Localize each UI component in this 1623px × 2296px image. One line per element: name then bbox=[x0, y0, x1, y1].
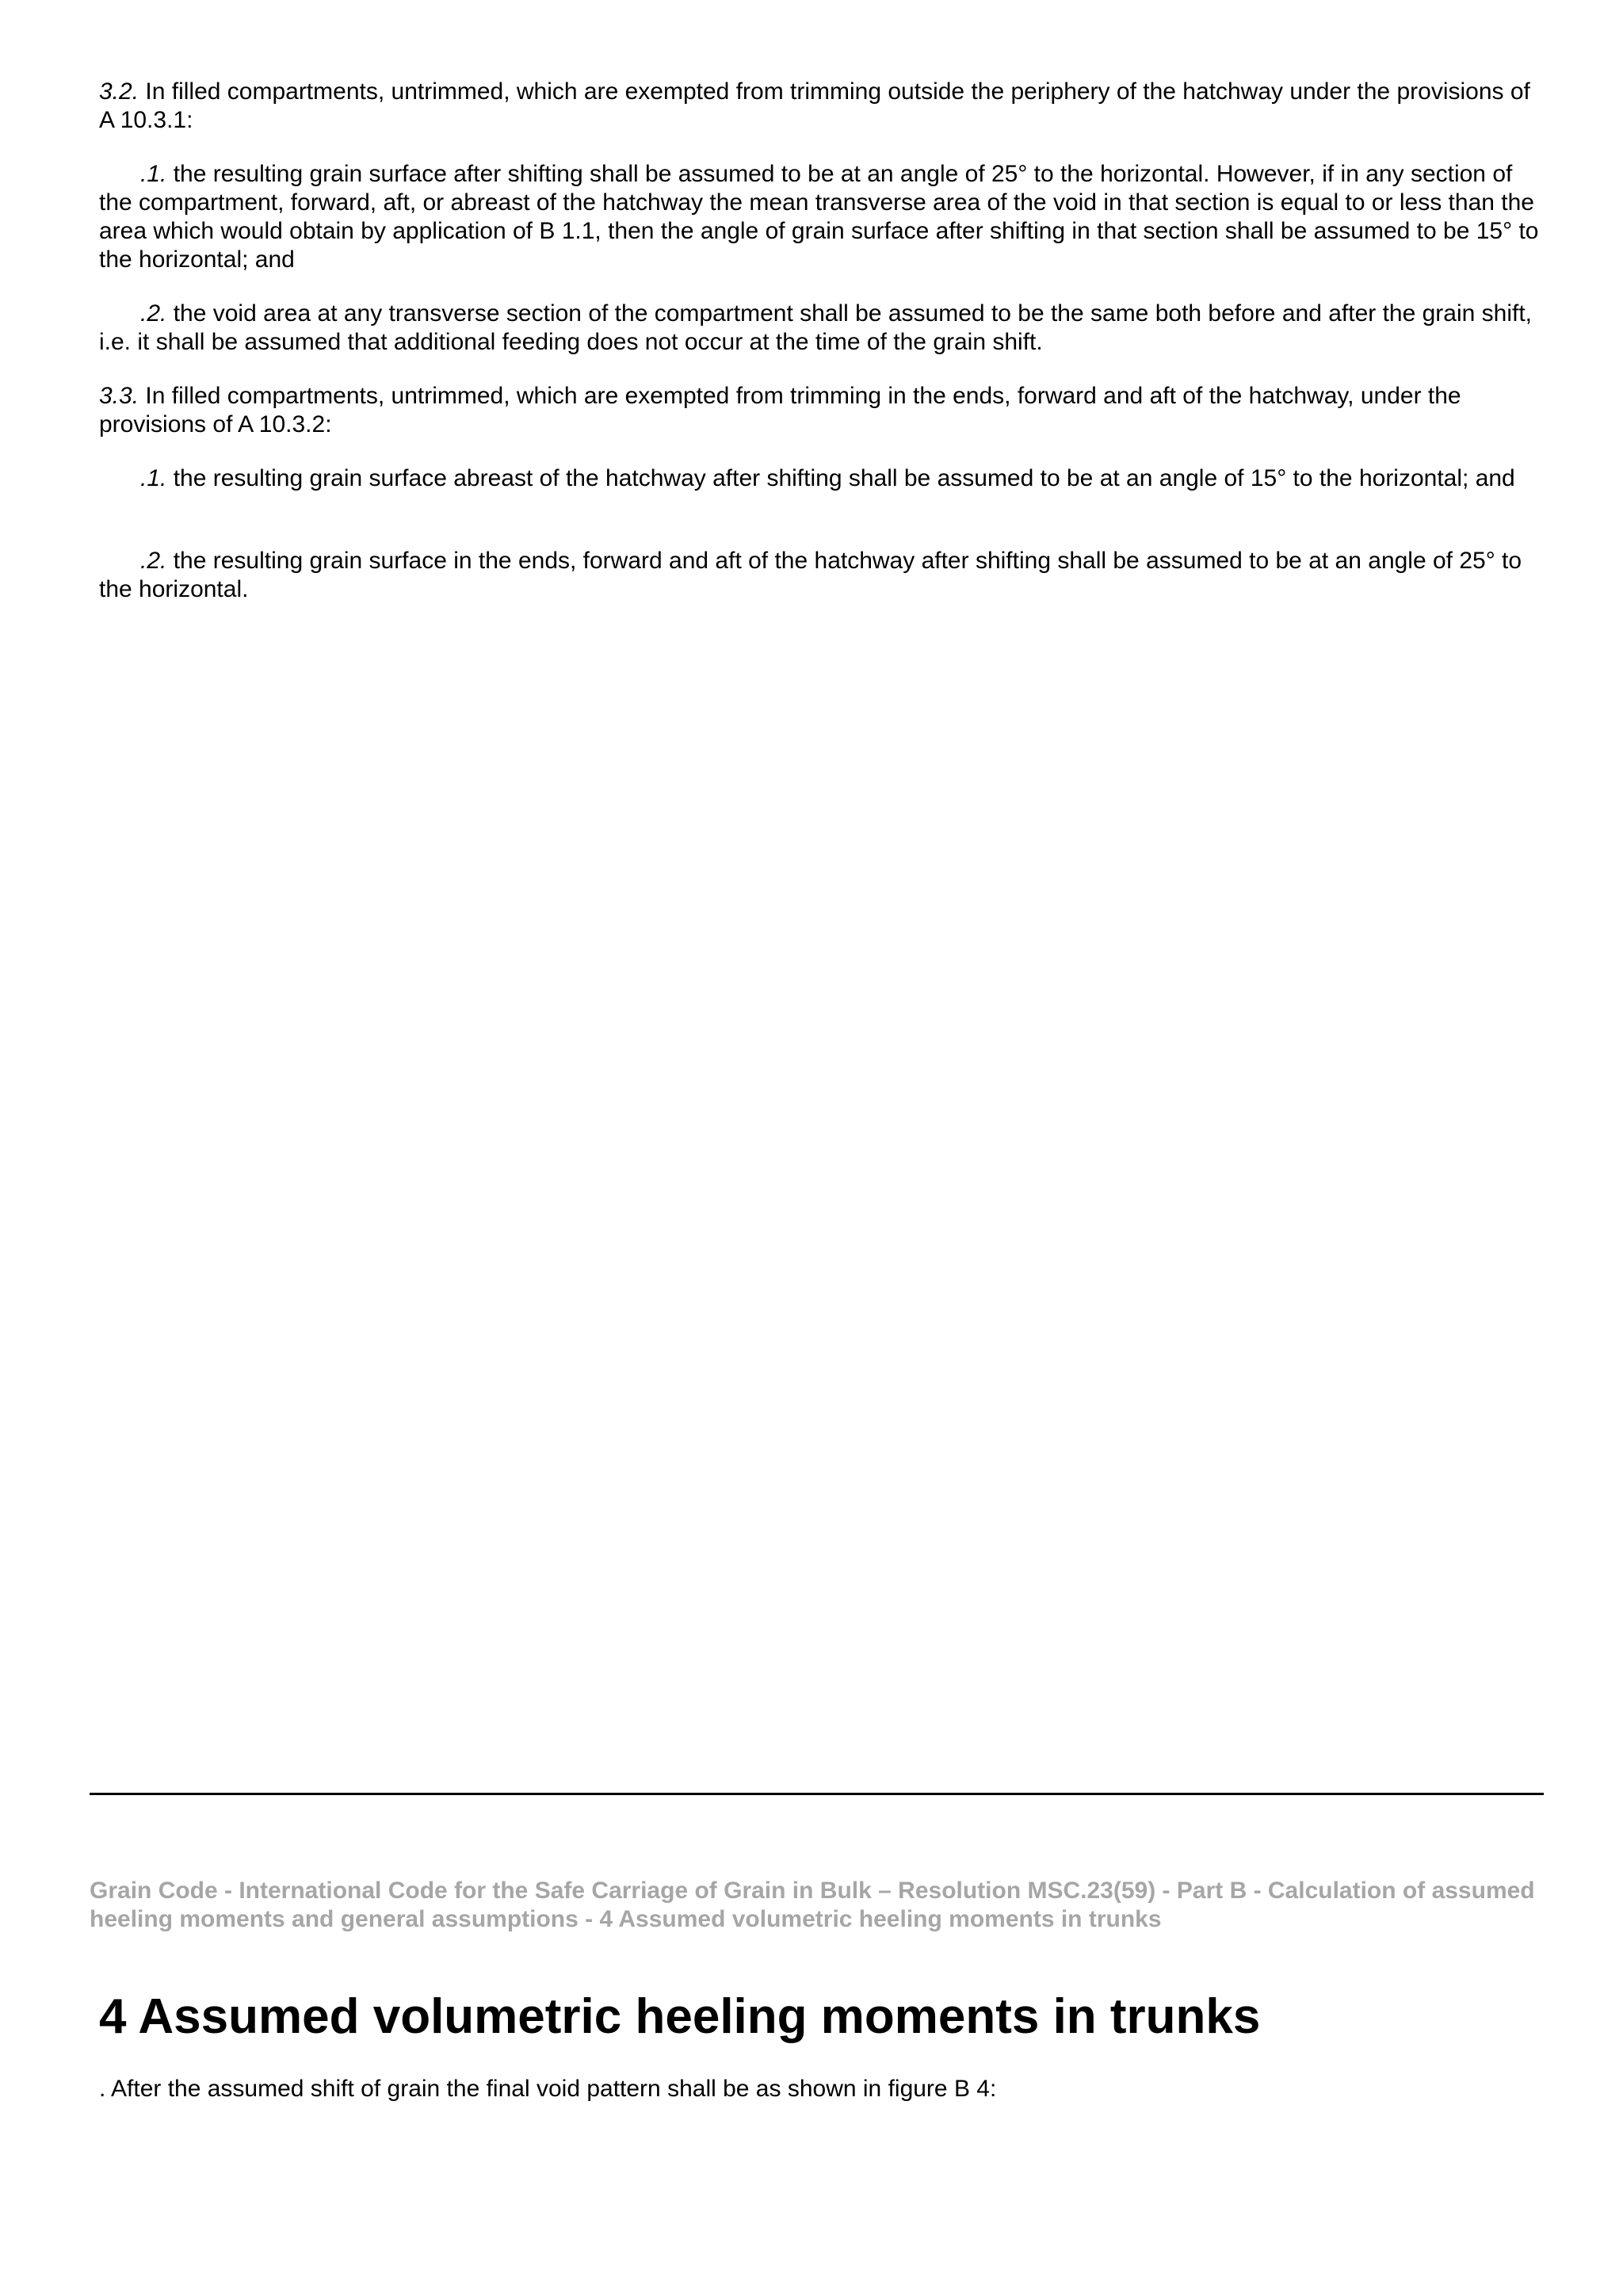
paragraph-number: 3.3. bbox=[99, 383, 139, 409]
paragraph-number: .2. bbox=[140, 548, 167, 574]
paragraph-text: In filled compartments, untrimmed, which are exempted from trimming outside the periphery of the hatchway under the provisions of A 10.3.1: bbox=[99, 78, 1530, 133]
paragraph-3-2-2 bbox=[99, 300, 1541, 357]
paragraph-number: .1. bbox=[140, 465, 167, 491]
paragraph-text: the void area at any transverse section of the compartment shall be assumed to be the same both before and after the grain shift, i.e. it shall be assumed that additional feeding does not occur at the time of the grain shift. bbox=[99, 300, 1533, 355]
paragraph-text: the resulting grain surface after shifting shall be assumed to be at an angle of 25° to the horizontal. However, if in any section of the compartment, forward, aft, or abreast of the hatchway the mean transverse area of the void in that section is equal to or less than the area which would obtain by application of B 1.1, then the angle of grain surface after shifting in that section shall be assumed to be 15° to the horizontal; and bbox=[99, 161, 1539, 273]
paragraph-number: .1. bbox=[140, 161, 167, 187]
paragraph-number: .2. bbox=[140, 300, 167, 327]
paragraph-3-2 bbox=[99, 78, 1541, 135]
paragraph-text: the resulting grain surface in the ends, forward and aft of the hatchway after shifting shall be assumed to be at an angle of 25° to the horizontal. bbox=[99, 548, 1522, 602]
section-intro: . After the assumed shift of grain the final void pattern shall be as shown in figure B 4: bbox=[99, 2076, 997, 2102]
paragraph-3-3-2 bbox=[99, 547, 1541, 604]
section-divider bbox=[90, 1793, 1544, 1795]
paragraph-text: In filled compartments, untrimmed, which are exempted from trimming in the ends, forward and aft of the hatchway, under the provisions of A 10.3.2: bbox=[99, 383, 1461, 437]
paragraph-3-3-1 bbox=[99, 464, 1541, 493]
section-title: 4 Assumed volumetric heeling moments in trunks bbox=[99, 1989, 1261, 2044]
paragraph-3-3 bbox=[99, 382, 1541, 439]
paragraph-3-2-1 bbox=[99, 160, 1541, 274]
breadcrumb: Grain Code - International Code for the Safe Carriage of Grain in Bulk – Resolution MSC.23(59) - Part B - Calculation of assumed heeling moments and general assumptions - 4 Assumed volumetric heeling moments in trunks bbox=[90, 1878, 1535, 1932]
paragraph-text: the resulting grain surface abreast of the hatchway after shifting shall be assumed to be at an angle of 15° to the horizontal; and bbox=[166, 465, 1515, 491]
paragraph-number: 3.2. bbox=[99, 78, 139, 105]
